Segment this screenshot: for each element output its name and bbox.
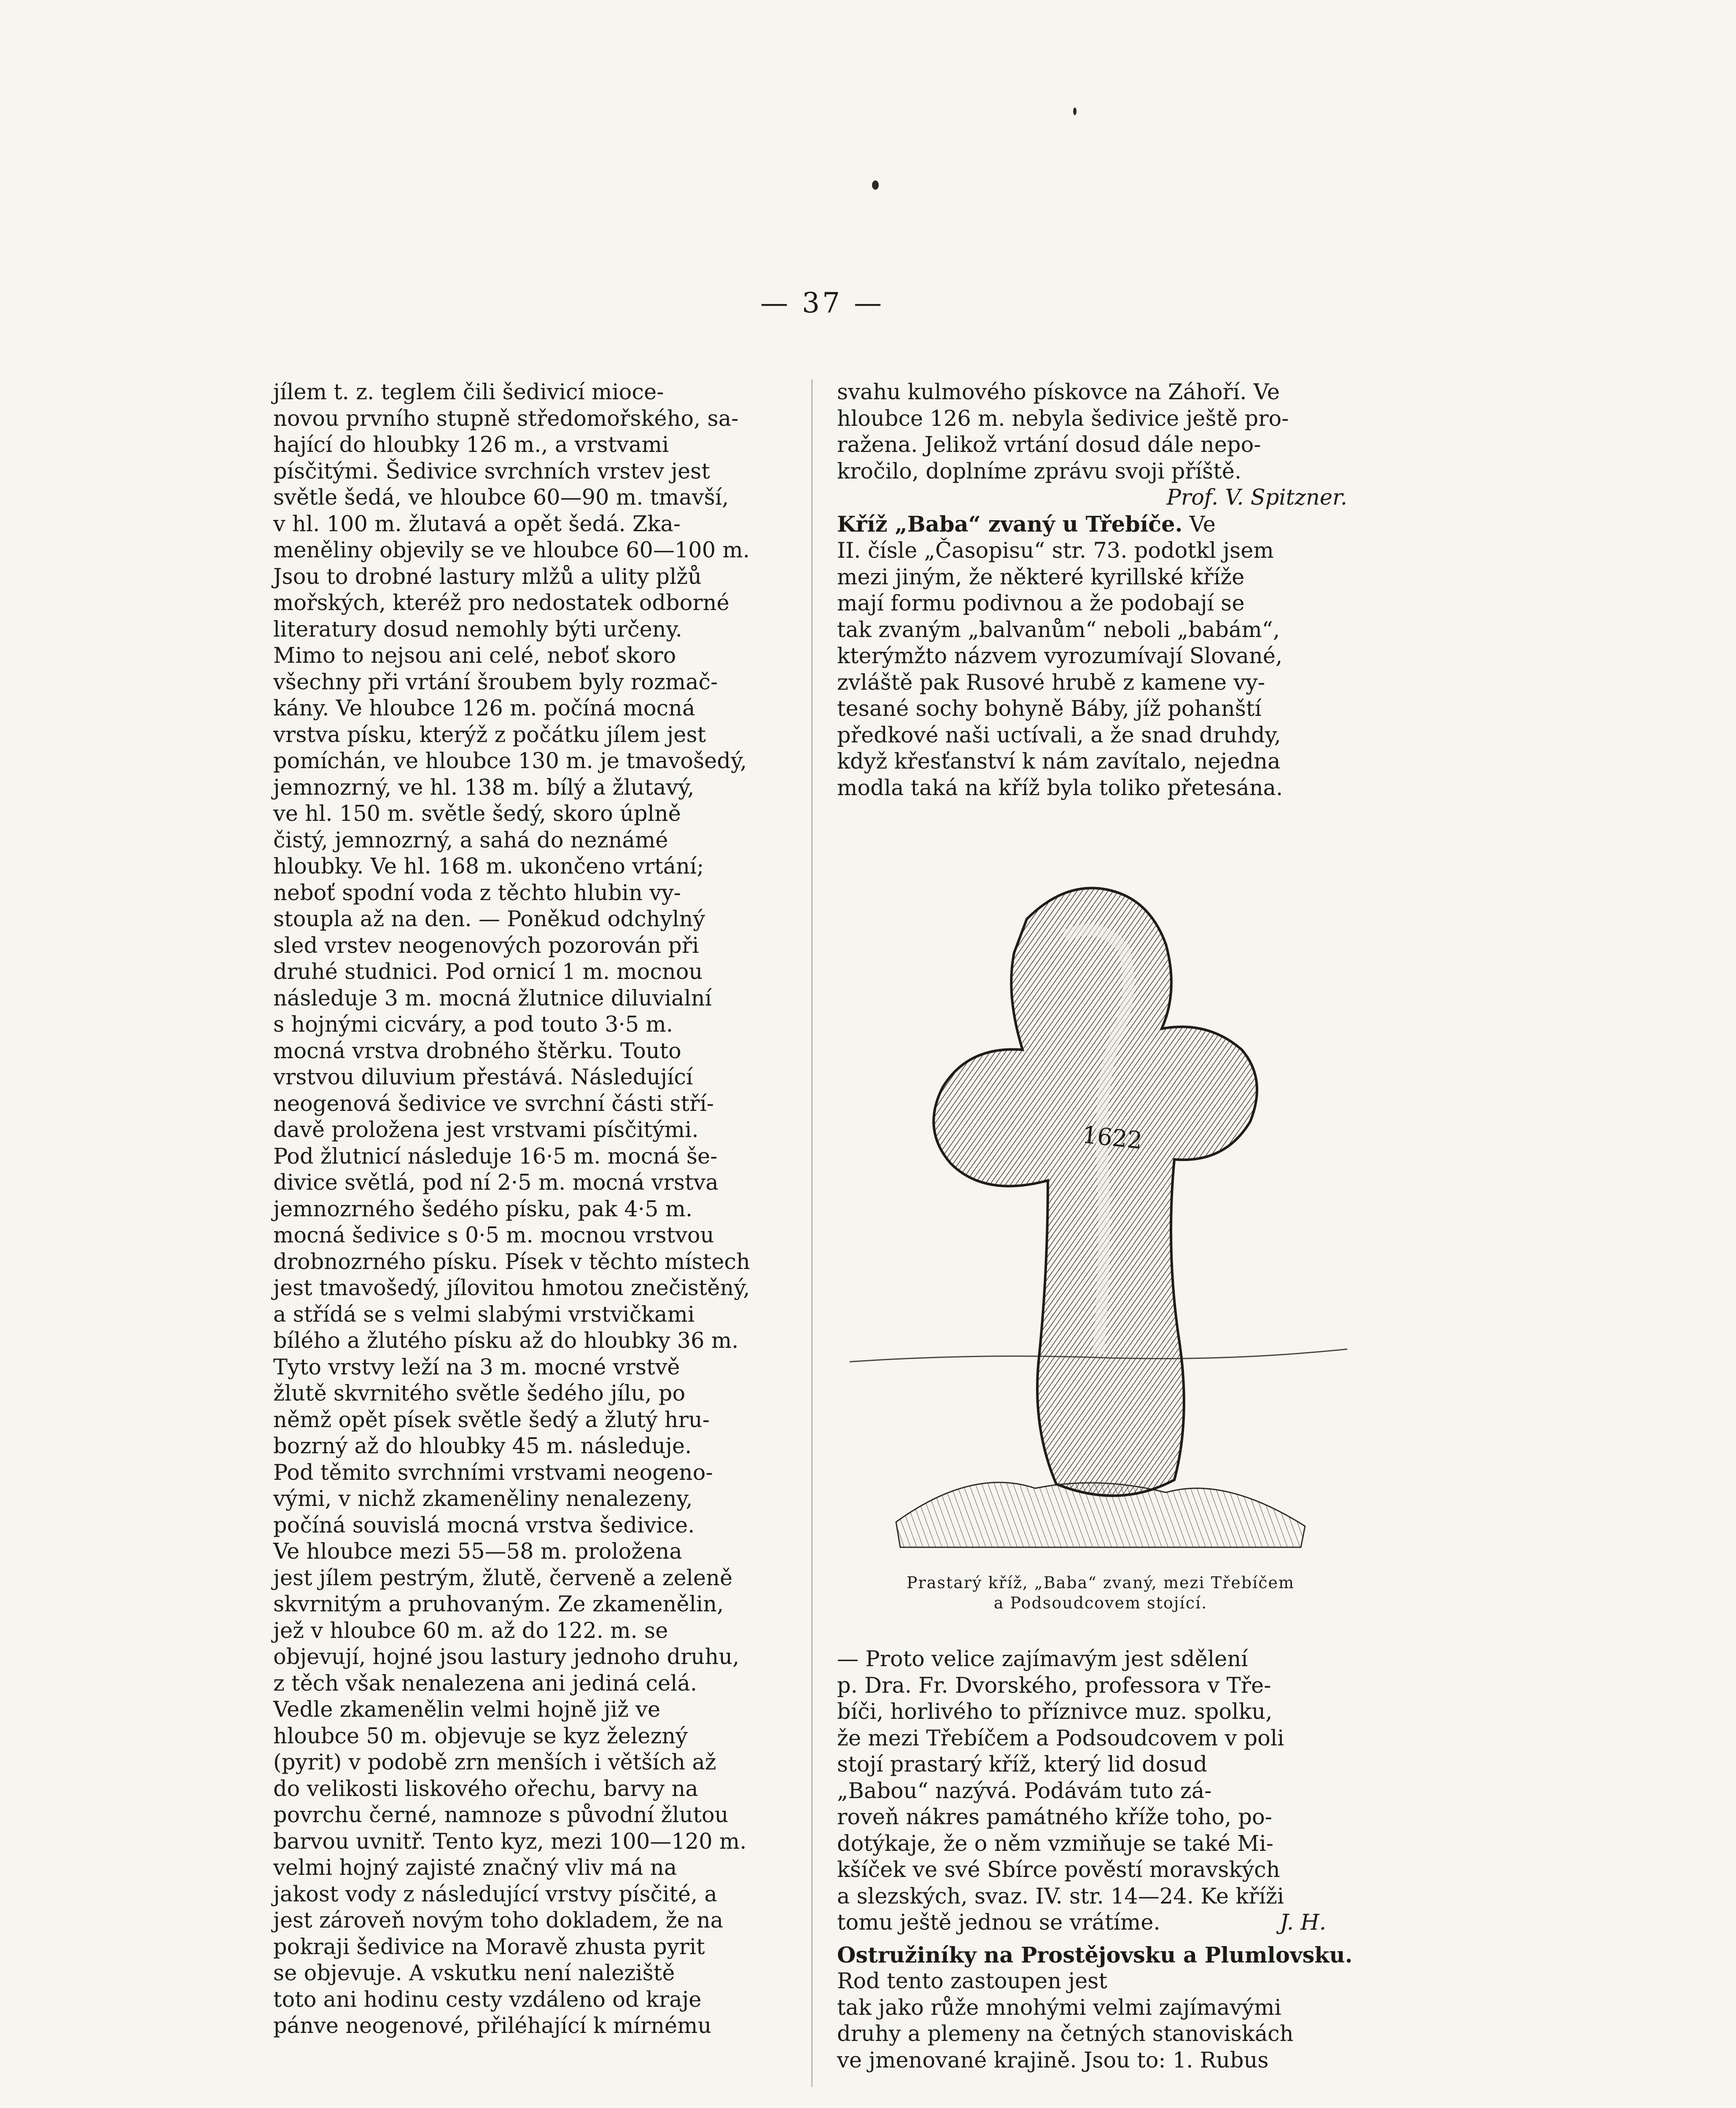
column-divider — [811, 379, 813, 2087]
text-line: jemnozrného šedého písku, pak 4·5 m. — [273, 1197, 693, 1222]
text-line: druhy a plemeny na četných stanoviskách — [837, 2022, 1294, 2046]
text-line: neboť spodní voda z těchto hlubin vy- — [273, 880, 681, 906]
text-line: jakost vody z následující vrstvy písčité, a — [273, 1882, 717, 1907]
text-line: všechny při vrtání šroubem byly rozmač- — [273, 670, 718, 695]
text-line: Pod těmito svrchními vrstvami neogeno- — [273, 1460, 713, 1485]
text-line: literatury dosud nemohly býti určeny. — [273, 617, 682, 642]
text-line: tak jako růže mnohými velmi zajímavými — [837, 1995, 1281, 2020]
text-line: jež v hloubce 60 m. až do 122. m. se — [273, 1618, 668, 1643]
text-line: Jsou to drobné lastury mlžů a ulity plžů — [273, 564, 702, 589]
text-line: mají formu podivnou a že podobají se — [837, 591, 1245, 616]
text-line: II. čísle „Časopisu“ str. 73. podotkl jsem — [837, 538, 1274, 563]
text-line: kročilo, doplníme zprávu svoji příště. — [837, 459, 1242, 484]
text-line: světle šedá, ve hloubce 60—90 m. tmavší, — [273, 485, 729, 510]
text-line: divice světlá, pod ní 2·5 m. mocná vrstva — [273, 1170, 719, 1195]
text-line: tesané sochy bohyně Báby, jíž pohanští — [837, 696, 1262, 721]
text-line: p. Dra. Fr. Dvorského, professora v Tře- — [837, 1673, 1271, 1698]
text-line: dotýkaje, že o něm vzmiňuje se také Mi- — [837, 1831, 1273, 1856]
text-line: skvrnitým a pruhovaným. Ze zkamenělin, — [273, 1592, 724, 1617]
text-line: mocná šedivice s 0·5 m. mocnou vrstvou — [273, 1223, 714, 1248]
text-line: ve jmenované krajině. Jsou to: 1. Rubus — [837, 2048, 1269, 2073]
text-line: sled vrstev neogenových pozorován při — [273, 933, 699, 958]
text-line: druhé studnici. Pod ornicí 1 m. mocnou — [273, 960, 703, 984]
text-line: se objevuje. A vskutku není naleziště — [273, 1961, 675, 1986]
text-line: Vedle zkamenělin velmi hojně již ve — [273, 1697, 661, 1722]
text-line: davě proložena jest vrstvami písčitými. — [273, 1118, 699, 1143]
report-last-text: tomu ještě jednou se vrátíme. — [837, 1910, 1160, 1935]
text-line: Mimo to nejsou ani celé, neboť skoro — [273, 643, 676, 668]
text-line: zvláště pak Rusové hrubě z kamene vy- — [837, 670, 1265, 695]
text-line: když křesťanství k nám zavítalo, nejedna — [837, 749, 1281, 774]
text-line: jemnozrný, ve hl. 138 m. bílý a žlutavý, — [273, 775, 694, 800]
text-line: novou prvního stupně středomořského, sa- — [273, 406, 739, 431]
text-line: hající do hloubky 126 m., a vrstvami — [273, 433, 669, 457]
text-line: žlutě skvrnitého světle šedého jílu, po — [273, 1381, 686, 1406]
text-line: hloubky. Ve hl. 168 m. ukončeno vrtání; — [273, 854, 704, 879]
text-line: Rod tento zastoupen jest — [837, 1969, 1107, 1994]
text-line: neogenová šedivice ve svrchní části stří- — [273, 1091, 714, 1116]
article-title-baba: Kříž „Baba“ zvaný u Třebíče. — [837, 511, 1183, 537]
text-line: mocná vrstva drobného štěrku. Touto — [273, 1038, 681, 1064]
text-line: (pyrit) v podobě zrn menších i větších až — [273, 1750, 716, 1775]
text-line: tak zvaným „balvanům“ neboli „babám“, — [837, 617, 1280, 643]
text-line: písčitými. Šedivice svrchních vrstev jest — [273, 459, 710, 484]
text-line: v hl. 100 m. žlutavá a opět šedá. Zka- — [273, 511, 681, 537]
baba-article-body — [837, 538, 1360, 801]
text-line: následuje 3 m. mocná žlutnice diluvialní — [273, 986, 712, 1011]
text-line: stoupla až na den. — Poněkud odchylný — [273, 907, 705, 932]
text-line: pokraji šedivice na Moravě zhusta pyrit — [273, 1934, 705, 1960]
text-line: jest zároveň novým toho dokladem, že na — [273, 1908, 724, 1933]
text-line: stojí prastarý kříž, který lid dosud — [837, 1752, 1207, 1777]
text-line: objevují, hojné jsou lastury jednoho druhu, — [273, 1645, 740, 1670]
text-line: velmi hojný zajisté značný vliv má na — [273, 1855, 677, 1880]
text-line: drobnozrného písku. Písek v těchto místech — [273, 1249, 750, 1274]
text-line: hloubce 126 m. nebyla šedivice ještě pro- — [837, 406, 1289, 431]
text-line: pánve neogenové, přiléhající k mírnému — [273, 2014, 712, 2038]
article-opening: Ve — [1189, 512, 1216, 537]
cross-stone — [934, 888, 1257, 1495]
right-column-bottom — [837, 1646, 1360, 2074]
text-line: s hojnými cicváry, a pod touto 3·5 m. — [273, 1012, 673, 1037]
text-line: jest tmavošedý, jílovitou hmotou znečistěný, — [273, 1276, 750, 1301]
text-line: předkové naši uctívali, a že snad druhdy, — [837, 723, 1281, 748]
text-line: a slezských, svaz. IV. str. 14—24. Ke kříži — [837, 1884, 1284, 1909]
text-line: z těch však nenalezena ani jediná celá. — [273, 1671, 697, 1696]
text-line: čistý, jemnozrný, a sahá do neznámé — [273, 828, 668, 853]
text-line: hloubce 50 m. objevuje se kyz železný — [273, 1724, 688, 1749]
text-line: němž opět písek světle šedý a žlutý hru- — [273, 1407, 710, 1433]
text-line: svahu kulmového pískovce na Záhoří. Ve — [837, 380, 1280, 405]
text-line: kány. Ve hloubce 126 m. počíná mocná — [273, 696, 695, 721]
text-line: Pod žlutnicí následuje 16·5 m. mocná še- — [273, 1144, 718, 1169]
text-line: modla taká na kříž byla toliko přetesána. — [837, 775, 1283, 801]
caption-line-2: a Podsoudcovem stojící. — [993, 1594, 1208, 1612]
report-last-line — [837, 1910, 1360, 1936]
baba-article-first-line — [837, 511, 1360, 538]
text-line: kterýmžto názvem vyrozumívají Slované, — [837, 644, 1283, 669]
text-line: toto ani hodinu cesty vzdáleno od kraje — [273, 1987, 702, 2012]
text-line: jest jílem pestrým, žlutě, červeně a zeleně — [273, 1565, 733, 1591]
text-line: roveň nákres památného kříže toho, po- — [837, 1805, 1272, 1830]
spitzner-report-ending — [837, 379, 1360, 485]
text-line: pomíchán, ve hloubce 130 m. je tmavošedý, — [273, 749, 747, 774]
text-line: mořských, kteréž pro nedostatek odborné — [273, 591, 729, 616]
text-line: meněliny objevily se ve hloubce 60—100 m. — [273, 538, 750, 563]
text-line: barvou uvnitř. Tento kyz, mezi 100—120 m. — [273, 1829, 747, 1854]
figure-caption — [839, 1573, 1362, 1613]
article-title-ostruziniky: Ostružiníky na Prostějovsku a Plumlovsku. — [837, 1942, 1353, 1968]
right-column-top — [837, 379, 1360, 801]
caption-line-1: Prastarý kříž, „Baba“ zvaný, mezi Třebíčem — [906, 1573, 1295, 1592]
text-line: do velikosti liskového ořechu, barvy na — [273, 1776, 698, 1801]
page-number: — 37 — — [760, 287, 884, 319]
text-line: Tyto vrstvy leží na 3 m. mocné vrstvě — [273, 1355, 680, 1380]
text-line: kšíček ve své Sbírce pověstí moravských — [837, 1858, 1280, 1882]
text-line: — Proto velice zajímavým jest sdělení — [837, 1647, 1248, 1672]
text-line: povrchu černé, namnoze s původní žlutou — [273, 1803, 729, 1828]
text-line: bíči, horlivého to příznivce muz. spolku, — [837, 1699, 1273, 1724]
text-line: jílem t. z. teglem čili šedivicí mioce- — [273, 380, 664, 405]
text-line: bílého a žlutého písku až do hloubky 36 m. — [273, 1328, 739, 1353]
author-signature-jh: J. H. — [1280, 1910, 1326, 1935]
left-column — [273, 379, 800, 2040]
dvorsky-report — [837, 1646, 1360, 1910]
text-line: mezi jiným, že některé kyrillské kříže — [837, 565, 1245, 590]
stone-cross-illustration — [845, 868, 1351, 1585]
cross-inscription: 1622 — [1081, 1121, 1144, 1155]
text-line: ražena. Jelikož vrtání dosud dále nepo- — [837, 433, 1261, 457]
ostruziniky-article-body — [837, 1968, 1360, 2074]
text-line: že mezi Třebíčem a Podsoudcovem v poli — [837, 1726, 1284, 1751]
text-line: vými, v nichž zkameněliny nenalezeny, — [273, 1487, 693, 1511]
text-line: a střídá se s velmi slabými vrstvičkami — [273, 1302, 695, 1327]
text-line: Ve hloubce mezi 55—58 m. proložena — [273, 1539, 682, 1564]
text-line: ve hl. 150 m. světle šedý, skoro úplně — [273, 801, 681, 826]
print-speck — [872, 180, 879, 190]
text-line: vrstva písku, kterýž z počátku jílem jest — [273, 722, 706, 747]
author-signature-spitzner: Prof. V. Spitzner. — [1166, 485, 1347, 510]
text-line: počíná souvislá mocná vrstva šedivice. — [273, 1513, 695, 1538]
text-line: bozrný až do hloubky 45 m. následuje. — [273, 1434, 692, 1459]
print-speck — [1073, 108, 1077, 115]
text-line: „Babou“ nazývá. Podávám tuto zá- — [837, 1778, 1212, 1804]
text-line: vrstvou diluvium přestává. Následující — [273, 1065, 693, 1090]
